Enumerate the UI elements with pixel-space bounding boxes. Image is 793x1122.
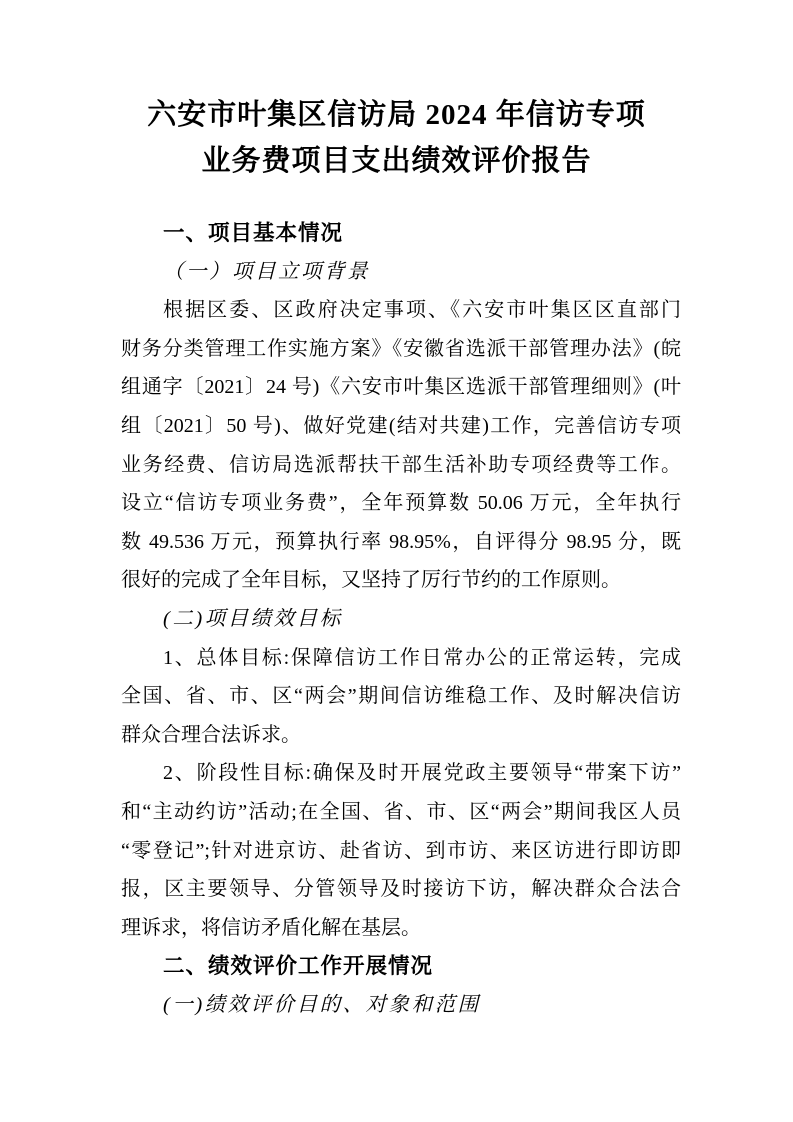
title-line-1: 六安市叶集区信访局 2024 年信访专项 <box>147 99 646 131</box>
paragraph-line: 报，区主要领导、分管领导及时接访下访，解决群众合法合 <box>121 878 681 901</box>
document-body <box>121 214 681 1024</box>
section2-subheading-1: (一)绩效评价目的、对象和范围 <box>163 993 481 1016</box>
section1-heading: 一、项目基本情况 <box>163 221 344 245</box>
paragraph-line: “零登记”;针对进京访、赴省访、到市访、来区访进行即访即 <box>121 839 681 862</box>
paragraph-line: 财务分类管理工作实施方案》《安徽省选派干部管理办法》(皖 <box>121 337 681 360</box>
document-title <box>0 92 793 184</box>
paragraph-line: 和“主动约访”活动;在全国、省、市、区“两会”期间我区人员 <box>121 800 681 823</box>
paragraph-line: 业务经费、信访局选派帮扶干部生活补助专项经费等工作。 <box>121 453 681 476</box>
title-line-2: 业务费项目支出绩效评价报告 <box>201 145 592 177</box>
paragraph-line: 数 49.536 万元，预算执行率 98.95%，自评得分 98.95 分，既 <box>121 530 681 553</box>
section2-heading: 二、绩效评价工作开展情况 <box>163 954 434 979</box>
paragraph-line: 很好的完成了全年目标，又坚持了厉行节约的工作原则。 <box>121 569 621 592</box>
section1-subheading-1: （一）项目立项背景 <box>163 260 370 283</box>
paragraph-line: 组〔2021〕50 号)、做好党建(结对共建)工作，完善信访专项 <box>121 414 681 437</box>
paragraph-line: 2、阶段性目标:确保及时开展党政主要领导“带案下访” <box>163 762 681 785</box>
paragraph-line: 组通字〔2021〕24 号)《六安市叶集区选派干部管理细则》(叶 <box>121 376 681 399</box>
section1-subheading-2: (二)项目绩效目标 <box>163 607 343 630</box>
paragraph-line: 1、总体目标:保障信访工作日常办公的正常运转，完成 <box>163 646 681 669</box>
paragraph-line: 理诉求，将信访矛盾化解在基层。 <box>121 916 421 939</box>
paragraph-line: 群众合理合法诉求。 <box>121 723 301 746</box>
paragraph-line: 设立“信访专项业务费”，全年预算数 50.06 万元，全年执行 <box>121 492 681 515</box>
paragraph-line: 全国、省、市、区“两会”期间信访维稳工作、及时解决信访 <box>121 685 681 708</box>
paragraph-line: 根据区委、区政府决定事项、《六安市叶集区区直部门 <box>163 299 681 322</box>
